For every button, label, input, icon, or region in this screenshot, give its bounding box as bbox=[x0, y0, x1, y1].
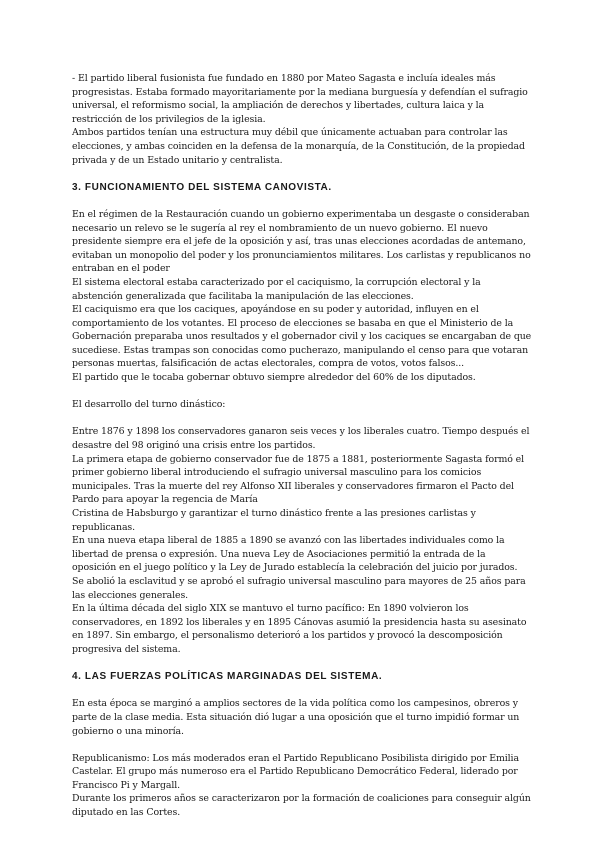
section-3-paragraph: El caciquismo era que los caciques, apoyándose en su poder y autoridad, influyen en el comportamiento de los votantes. El proceso de elecciones se basaba en que el Ministerio de la Gobernación preparaba unos resultados y el gobernador civil y los caciques se encargaban de que sucediese. Estas trampas son conocidas como pucherazo, manipulando el censo para que votaran personas muertas, falsificación de actas electorales, compra de votos, votos falsos... bbox=[72, 304, 532, 370]
section-3-paragraph: Se abolió la esclavitud y se aprobó el sufragio universal masculino para mayores de 25 años para las elecciones generales. bbox=[72, 575, 526, 601]
subheading-turno-dinastico: El desarrollo del turno dinástico: bbox=[72, 399, 226, 411]
intro-paragraph-liberal-party: - El partido liberal fusionista fue fundado en 1880 por Mateo Sagasta e incluía ideales más progresistas. Estaba formado mayoritariamente por la mediana burguesía y defendían el sufragio universal, el reformismo social, la ampliación de derechos y libertades, cultura laica y la restricción de los privilegios de la iglesia. bbox=[72, 73, 528, 125]
section-3-paragraph: En la última década del siglo XIX se mantuvo el turno pacífico: En 1890 volvieron los conservadores, en 1892 los liberales y en 1895 Cánovas asumió la presidencia hasta su asesinato en 1897. Sin embargo, el personalismo deterioró a los partidos y provocó la descomposición progresiva del sistema. bbox=[72, 603, 527, 655]
section-3-paragraph: Cristina de Habsburgo y garantizar el turno dinástico frente a las presiones carlistas y republicanas. bbox=[72, 508, 476, 533]
document-page bbox=[72, 72, 532, 820]
section-3-paragraph: El sistema electoral estaba caracterizado por el caciquismo, la corrupción electoral y la abstención generalizada que facilitaba la manipulación de las elecciones. bbox=[72, 276, 481, 302]
section-3-paragraph: Entre 1876 y 1898 los conservadores ganaron seis veces y los liberales cuatro. Tiempo después el desastre del 98 originó una crisis entre los partidos. bbox=[72, 426, 530, 452]
section-3-paragraph: La primera etapa de gobierno conservador fue de 1875 a 1881, posteriormente Sagasta formó el primer gobierno liberal introduciendo el sufragio universal masculino para los comicios municipales. Tras la muerte del rey Alfonso XII liberales y conservadores firmaron el Pacto del Pardo para apoyar la regencia de María bbox=[72, 453, 525, 506]
section-4-paragraph: Durante los primeros años se caracterizaron por la formación de coaliciones para conseguir algún diputado en las Cortes. bbox=[72, 793, 531, 819]
section-3-paragraph: En una nueva etapa liberal de 1885 a 1890 se avanzó con las libertades individuales como la libertad de prensa o expresión. Una nueva Ley de Asociaciones permitió la entrada de la oposición en el juego político y la Ley de Jurado establecía la celebración del juicio por jurados. bbox=[72, 535, 518, 574]
section-3-heading: 3. FUNCIONAMIENTO DEL SISTEMA CANOVISTA. bbox=[72, 181, 332, 193]
intro-paragraph-both-parties: Ambos partidos tenían una estructura muy débil que únicamente actuaban para controlar las elecciones, y ambas coinciden en la defensa de la monarquía, de la Constitución, de la propiedad privada y de un Estado unitario y centralista. bbox=[72, 127, 525, 166]
section-4-heading: 4. LAS FUERZAS POLÍTICAS MARGINADAS DEL SISTEMA. bbox=[72, 671, 383, 683]
section-4-paragraph: En esta época se marginó a amplios sectores de la vida política como los campesinos, obreros y parte de la clase media. Esta situación dió lugar a una oposición que el turno impidió formar un gobierno o una minoría. bbox=[72, 698, 520, 737]
section-4-paragraph: Republicanismo: Los más moderados eran el Partido Republicano Posibilista dirigido por Emilia Castelar. El grupo más numeroso era el Partido Republicano Democrático Federal, liderado por Francisco Pi y Margall. bbox=[72, 752, 519, 791]
section-3-paragraph: En el régimen de la Restauración cuando un gobierno experimentaba un desgaste o consideraban necesario un relevo se le sugería al rey el nombramiento de un nuevo gobierno. El nuevo presidente siempre era el jefe de la oposición y así, tras unas elecciones acordadas de antemano, evitaban un monopolio del poder y los pronunciamientos militares. Los carlistas y republicanos no entraban en el poder bbox=[72, 208, 531, 275]
section-3-paragraph: El partido que le tocaba gobernar obtuvo siempre alrededor del 60% de los diputados. bbox=[72, 372, 476, 384]
